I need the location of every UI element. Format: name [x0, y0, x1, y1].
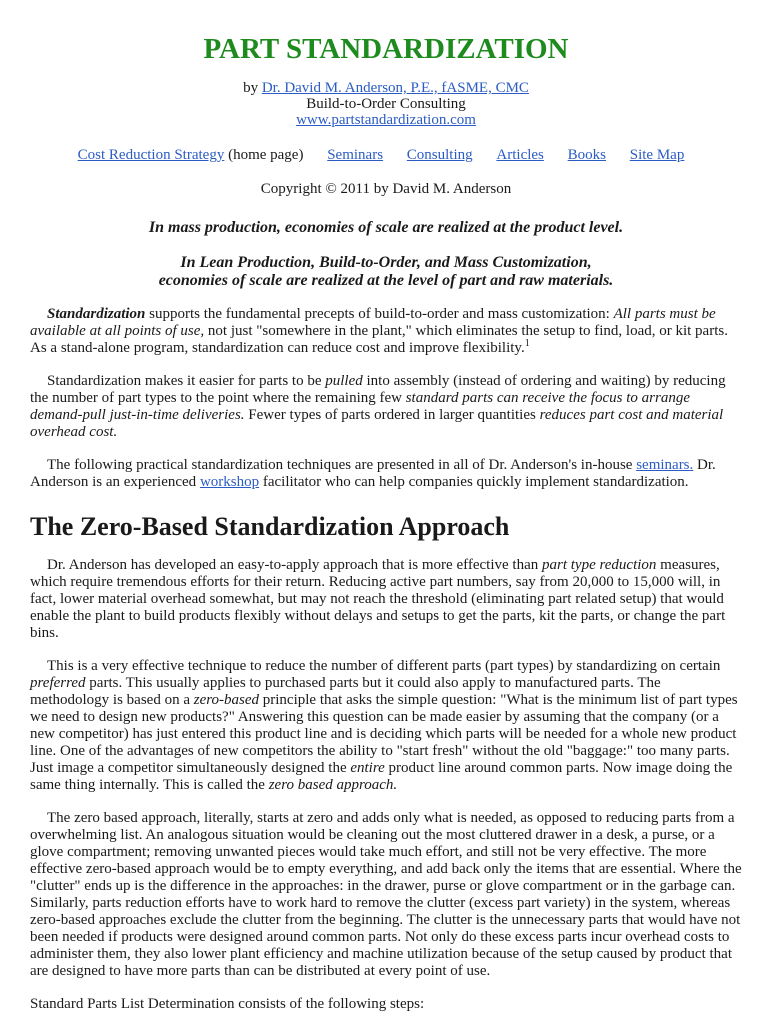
- page-title: PART STANDARDIZATION: [203, 33, 569, 65]
- quote-mass-production: In mass production, economies of scale are realized at the product level.: [148, 218, 624, 236]
- text-run: not just "somewhere in the plant," which eliminates the setup to find, load, or kit parts. As a stand-alone program, standardization can reduce cost and improve flexibility.: [30, 322, 728, 356]
- site-map-nav-link[interactable]: Site Map: [629, 146, 685, 163]
- emphasized-text: entire: [350, 760, 385, 777]
- byline: [30, 80, 742, 96]
- emphasized-text: All parts must be available at all points of use,: [30, 305, 716, 339]
- nav-item-site-map: [630, 147, 685, 164]
- workshop-link[interactable]: workshop: [199, 473, 260, 490]
- emphasized-text: part type reduction: [541, 557, 657, 574]
- footnote-reference: 1: [524, 337, 530, 349]
- consulting-nav-link[interactable]: Consulting: [406, 146, 473, 163]
- text-run: The following practical standardization techniques are presented in all of Dr. Anderson's in-house: [47, 456, 637, 473]
- text-run: parts. This usually applies to purchased parts but it could also apply to manufactured parts. The methodology is based on a: [30, 675, 661, 709]
- text-run: supports the fundamental precepts of build-to-order and mass customization:: [145, 305, 614, 322]
- nav-item-articles: [496, 147, 543, 164]
- text-run: Standardization makes it easier for parts to be: [47, 372, 326, 389]
- emphasized-text: preferred: [30, 675, 86, 692]
- emphasized-text: standard parts can receive the focus to arrange demand-pull just-in-time deliveries.: [30, 389, 690, 423]
- books-nav-link[interactable]: Books: [567, 146, 606, 163]
- articles-nav-link[interactable]: Articles: [496, 146, 544, 163]
- nav-item-consulting: [407, 147, 473, 164]
- text-run: into assembly (instead of ordering and waiting) by reducing the number of part types to the point where the remaining few: [30, 372, 726, 406]
- text-run: Standard Parts List Determination consists of the following steps:: [30, 996, 425, 1013]
- paragraph-starts-at-zero: [30, 810, 742, 980]
- text-run: measures, which require tremendous efforts for their return. Reducing active part numbers, say from 20,000 to 15,000 will, in fact, lower material overhead somewhat, but may not reach the threshold (eliminating part related setup) that would enable the plant to build products flexibly without delays and setups to get the parts, kit the parts, or change the part bins.: [30, 557, 726, 642]
- paragraph-standardization-precepts: [30, 306, 742, 357]
- text-run: The zero based approach, literally, starts at zero and adds only what is needed, as opposed to reducing parts from a overwhelming list. An analogous situation would be cleaning out the most cluttered drawer in a desk, a purse, or a glove compartment; removing unwanted pieces would take much effort, and still not be very effective. The more effective zero-based approach would be to empty everything, and add back only the items that are essential. Where the "clutter" ends up is the difference in the approaches: in the drawer, purse or glove compartment or in the garbage can. Similarly, parts reduction efforts have to work hard to remove the clutter (excess part variety) in the system, whereas zero-based approaches exclude the clutter from the beginning. The clutter is the unnecessary parts that would have not been needed if products were designed around common parts. Not only do these excess parts incur overhead costs to administer them, they also lower plant efficiency and machine utilization because of the setup caused by product that are designed to have more parts than can be distributed at every point of use.: [30, 810, 742, 980]
- paragraph-pulled-into-assembly: [30, 373, 742, 441]
- nav-item-seminars: [327, 147, 383, 164]
- text-run: product line around common parts. Now image doing the same thing internally. This is called the: [30, 760, 733, 794]
- site-link-line: [30, 112, 742, 128]
- seminars-link[interactable]: seminars.: [636, 456, 694, 473]
- section-heading-zero-based: The Zero-Based Standardization Approach: [30, 511, 510, 541]
- paragraph-easy-to-apply: [30, 557, 742, 642]
- quote-lean-production-line-2: economies of scale are realized at the level of part and raw materials.: [158, 271, 614, 289]
- paragraph-steps-intro: [30, 996, 742, 1013]
- seminars-nav-link[interactable]: Seminars: [327, 146, 384, 163]
- text-run: Dr. Anderson has developed an easy-to-apply approach that is more effective than: [47, 557, 542, 574]
- author-link[interactable]: Dr. David M. Anderson, P.E., fASME, CMC: [261, 79, 529, 96]
- paragraph-seminars-workshop: [30, 457, 742, 491]
- paragraph-effective-technique: [30, 658, 742, 794]
- quote-lean-production: [30, 254, 742, 290]
- text-run: facilitator who can help companies quickly implement standardization.: [259, 473, 689, 490]
- copyright-line: Copyright © 2011 by David M. Anderson: [260, 180, 512, 197]
- text-run: Fewer types of parts ordered in larger quantities: [244, 406, 540, 423]
- emphasized-text: zero based approach.: [268, 777, 398, 794]
- byline-prefix: by: [243, 79, 262, 96]
- home-page-suffix: (home page): [224, 146, 304, 163]
- cost-reduction-strategy-link[interactable]: Cost Reduction Strategy: [77, 146, 225, 163]
- emphasized-text: zero-based: [193, 692, 260, 709]
- emphasized-text: Standardization: [47, 305, 146, 322]
- nav-item-books: [568, 147, 606, 164]
- emphasized-text: pulled: [325, 372, 363, 389]
- site-link[interactable]: www.partstandardization.com: [296, 111, 476, 128]
- nav-item-cost-reduction-strategy: [78, 147, 304, 164]
- top-nav: [30, 147, 742, 164]
- emphasized-text: reduces part cost and material overhead cost.: [30, 406, 724, 440]
- text-run: principle that asks the simple question: "What is the minimum list of part types we need to design new products?" Answering this question can be made easier by assuming that the company (or a new competitor) has just entered this product line and is deciding which parts will be needed for a whole new product line. One of the advantages of new competitors the ability to "start fresh" without the old "baggage:" too many parts. Just image a competitor simultaneously designed the: [30, 692, 738, 777]
- text-run: This is a very effective technique to reduce the number of different parts (part types) by standardizing on certain: [47, 658, 721, 675]
- text-run: Dr. Anderson is an experienced: [30, 456, 716, 490]
- subtitle: Build-to-Order Consulting: [306, 95, 466, 112]
- quote-lean-production-line-1: In Lean Production, Build-to-Order, and Mass Customization,: [180, 253, 592, 271]
